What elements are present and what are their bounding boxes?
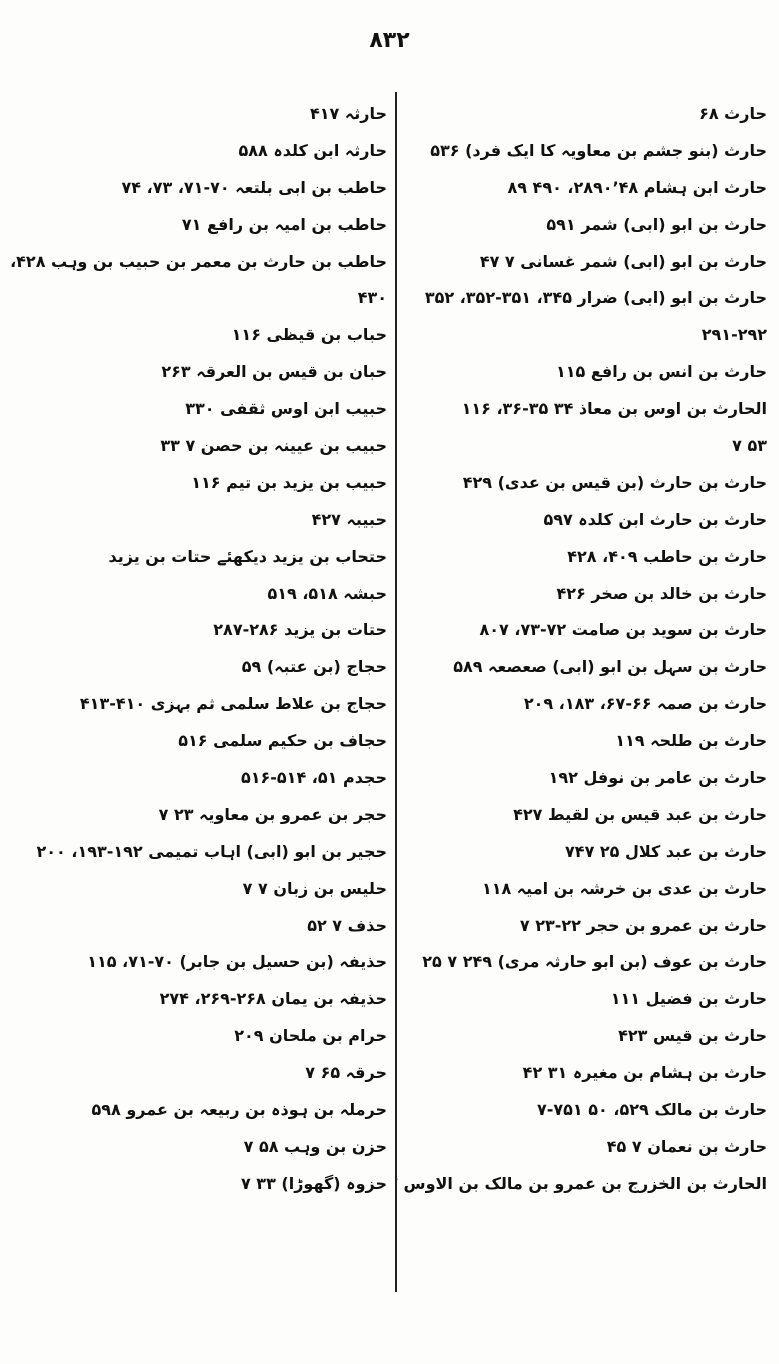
index-entry: حاطب بن امیہ بن رافع ۷۱ [181, 214, 387, 234]
index-entry: حاطب بن حارث بن معمر بن حبیب بن وہب ۴۲۸، [10, 251, 387, 271]
index-entry: حرام بن ملحان ۲۰۹ [234, 1026, 387, 1046]
index-entry: حذف ۷ ۵۲ [307, 915, 387, 935]
index-entry: الحارث بن الخزرج بن عمرو بن مالک بن الاوس [403, 1173, 767, 1193]
index-entry: حارث بن ہشام بن مغیرہ ۳۱ ۴۲ [522, 1063, 767, 1083]
index-entry: حارث بن مالک ۵۲۹، ۵۰ ۷۵۱-۷ [536, 1100, 767, 1120]
index-entry: حزن بن وہب ۵۸ ۷ [243, 1136, 387, 1156]
index-column-right [397, 96, 767, 1203]
index-entry: حارث بن عبد قیس بن لقیط ۴۲۷ [513, 804, 767, 824]
index-entry: حذیفہ (بن حسیل بن جابر) ۷۰-۷۱، ۱۱۵ [87, 952, 387, 972]
index-entry: ۵۳ ۷ [732, 436, 767, 456]
index-entry: حجاج بن علاط سلمی ثم بہزی ۴۱۰-۴۱۳ [79, 694, 387, 714]
page-number: ۸۳۲ [369, 28, 410, 53]
index-entry: حبیب بن عیینہ بن حصن ۷ ۳۳ [160, 436, 387, 456]
index-entry: حجاج (بن عتبہ) ۵۹ [241, 657, 387, 677]
index-entry: حبشہ ۵۱۸، ۵۱۹ [267, 583, 387, 603]
index-entry: حارث بن ابو (ابی) ضرار ۳۴۵، ۳۵۱-۳۵۲، ۳۵۲ [424, 288, 767, 308]
index-entry: حبیب ابن اوس ثقفی ۳۳۰ [185, 399, 387, 419]
index-entry: حارث بن سوید بن صامت ۷۲-۷۳، ۸۰۷ [479, 620, 767, 640]
index-entry: ۴۳۰ [357, 288, 387, 308]
index-entry: حارث بن عامر بن نوفل ۱۹۲ [548, 768, 767, 788]
index-entry: حارثہ ۴۱۷ [310, 104, 387, 123]
index-entry: حبیبہ ۴۲۷ [311, 509, 387, 529]
index-entry: حجیر بن ابو (ابی) اہاب تمیمی ۱۹۲-۱۹۳، ۲۰۰ [36, 841, 387, 861]
index-entry: حارث بن نعمان ۷ ۴۵ [606, 1136, 767, 1156]
index-entry: حارث بن خالد بن صخر ۴۲۶ [556, 583, 767, 603]
index-entry: حارث بن عوف (بن ابو حارثہ مری) ۲۴۹ ۷ ۲۵ [422, 952, 767, 972]
index-entry: حبیب بن یزید بن تیم ۱۱۶ [191, 472, 387, 492]
index-entry: حارث بن طلحہ ۱۱۹ [615, 731, 767, 751]
index-entry: حجر بن عمرو بن معاویہ ۲۳ ۷ [158, 804, 387, 824]
index-entry: حارث بن سہل بن ابو (ابی) صعصعہ ۵۸۹ [453, 657, 767, 677]
index-entry: حارث بن حارث (بن قیس بن عدی) ۴۲۹ [462, 472, 767, 492]
index-entry: حارث بن فضیل ۱۱۱ [610, 989, 767, 1009]
index-entry: حرقہ ۶۵ ۷ [305, 1063, 387, 1083]
index-entry: حارث بن حارث ابن کلدہ ۵۹۷ [543, 509, 767, 529]
index-entry: حارث بن عمرو بن حجر ۲۲-۲۳ ۷ [519, 915, 767, 935]
index-entry: حبان بن قیس بن العرقہ ۲۶۳ [161, 362, 387, 382]
index-entry: حتات بن یزید ۲۸۶-۲۸۷ [213, 620, 387, 640]
index-entry: الحارث بن اوس بن معاذ ۳۴ ۳۵-۳۶، ۱۱۶ [461, 399, 767, 419]
index-entry: حزوہ (گھوڑا) ۳۳ ۷ [240, 1173, 387, 1193]
index-entry: حرملہ بن ہوذہ بن ربیعہ بن عمرو ۵۹۸ [91, 1100, 387, 1120]
index-entry: حاطب بن ابی بلتعہ ۷۰-۷۱، ۷۳، ۷۴ [121, 177, 387, 197]
index-entry: حارث بن قیس ۴۲۳ [618, 1026, 767, 1046]
index-entry: حارث بن انس بن رافع ۱۱۵ [556, 362, 767, 382]
index-entry: ۲۹۱-۲۹۲ [701, 325, 767, 345]
index-entry: حارث بن ابو (ابی) شمر ۵۹۱ [546, 214, 767, 234]
index-entry: حلیس بن زبان ۷ ۷ [242, 878, 387, 898]
index-entry: حجدم ۵۱، ۵۱۴-۵۱۶ [240, 768, 387, 788]
index-entry: حارثہ ابن کلدہ ۵۸۸ [238, 140, 387, 160]
index-entry: حباب بن قیظی ۱۱۶ [231, 325, 387, 345]
index-entry: حارث ابن ہشام ۲۸۹۰٬۴۸، ۴۹۰ ۸۹ [507, 177, 767, 197]
index-entry: حذیفہ بن یمان ۲۶۸-۲۶۹، ۲۷۴ [159, 989, 387, 1009]
index-entry: حتحاب بن یزید دیکھئے حتات بن یزید [108, 546, 387, 566]
index-entry: حارث (بنو جشم بن معاویہ کا ایک فرد) ۵۳۶ [430, 140, 767, 160]
index-entry: حارث بن صمہ ۶۶-۶۷، ۱۸۳، ۲۰۹ [523, 694, 767, 714]
index-entry: حارث بن عدی بن خرشہ بن امیہ ۱۱۸ [481, 878, 767, 898]
index-entry: حارث بن ابو (ابی) شمر غسانی ۷ ۴۷ [479, 251, 767, 271]
index-entry: حجاف بن حکیم سلمی ۵۱۶ [178, 731, 387, 751]
index-entry: حارث بن حاطب ۴۰۹، ۴۲۸ [567, 546, 767, 566]
index-entry: حارث ۶۸ [699, 104, 767, 123]
index-column-left [9, 96, 387, 1203]
index-entry: حارث بن عبد کلال ۲۵ ۷۴۷ [565, 841, 767, 861]
